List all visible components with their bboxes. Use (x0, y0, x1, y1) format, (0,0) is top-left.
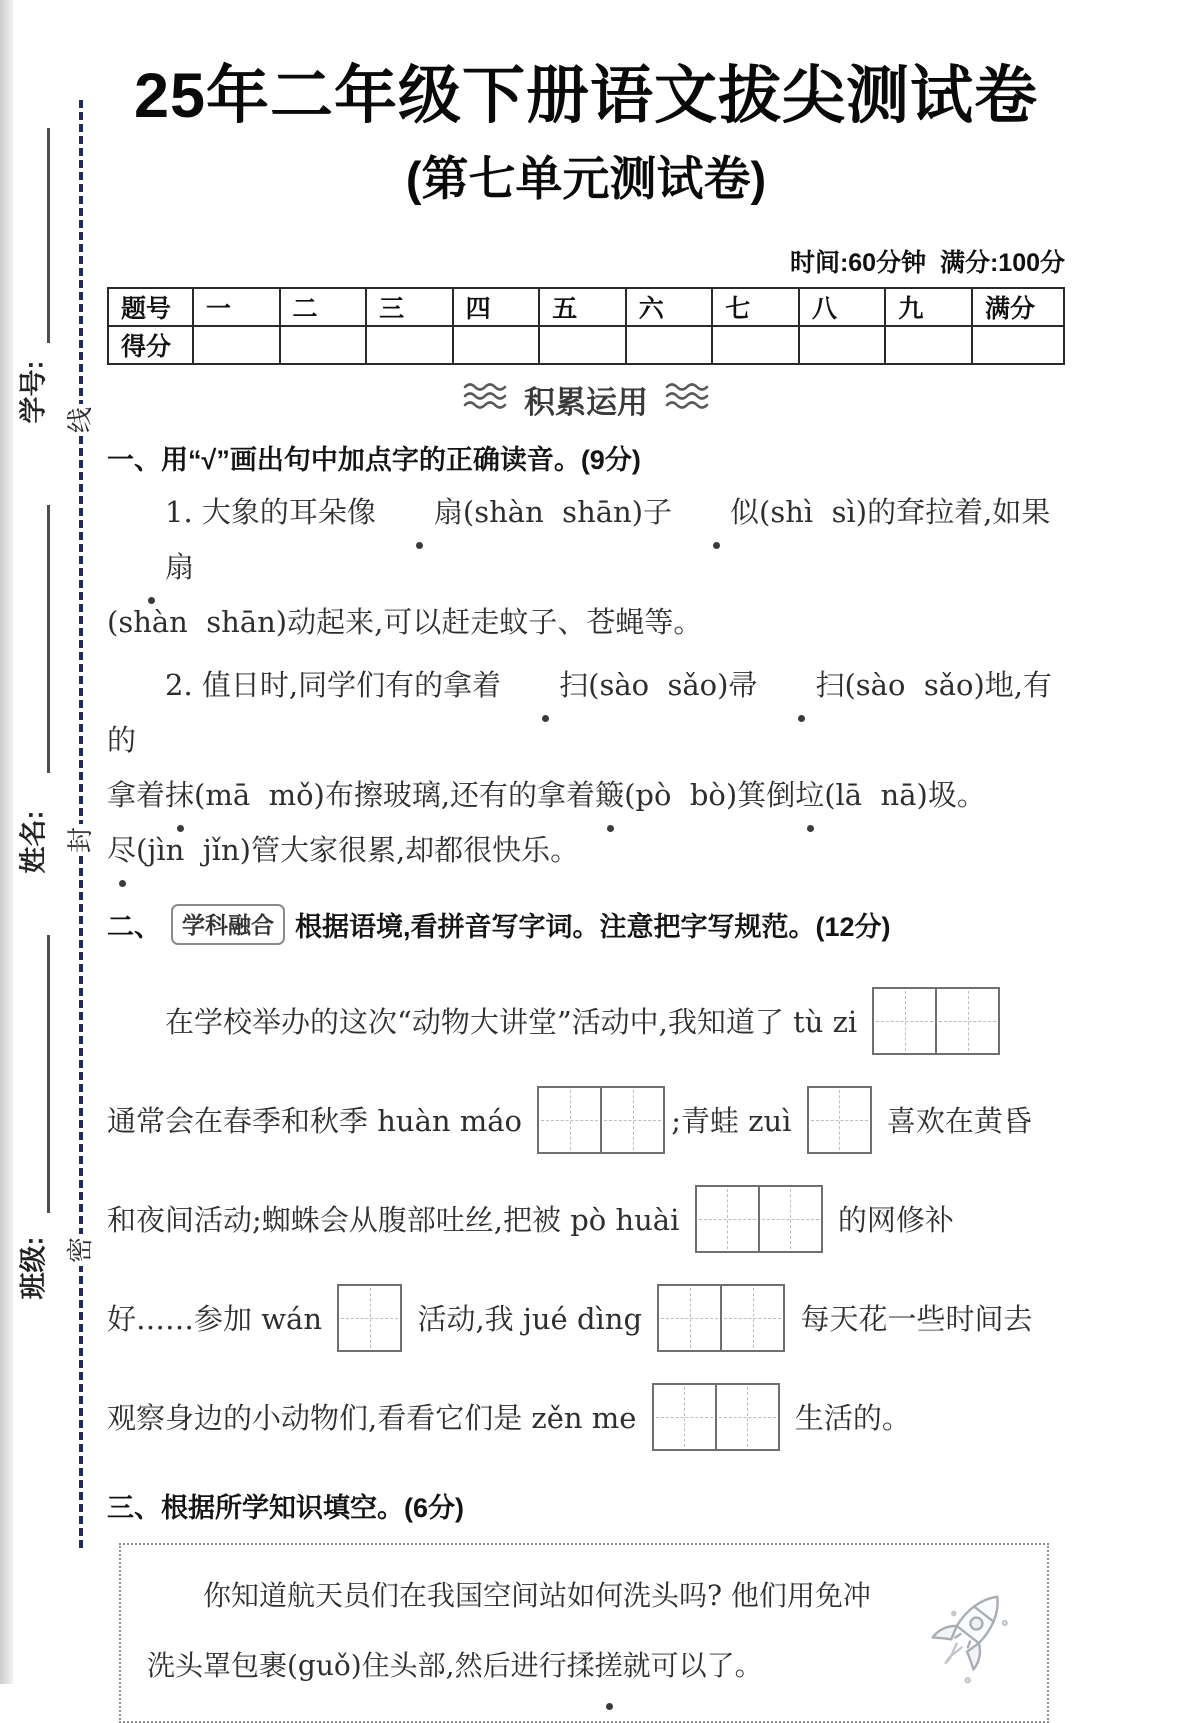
name-label: 姓名: (18, 810, 49, 874)
text-run: 1. 大象的耳朵像 (165, 495, 376, 530)
dotted-char: 扇 (107, 540, 194, 595)
text-run: 就可以了。 (622, 1649, 763, 1683)
score-table-header-row (108, 288, 1064, 326)
dotted-char: 簸 (595, 768, 624, 823)
writing-grid[interactable] (807, 1086, 872, 1154)
grid-cell[interactable] (659, 1286, 720, 1350)
score-header-cell: 九 (885, 288, 972, 326)
grid-cell[interactable] (758, 1187, 821, 1251)
dotted-char: 扫 (757, 658, 844, 713)
q2-number: 二、 (107, 912, 161, 943)
seal-char-mi: 密 (63, 1234, 97, 1266)
text-run: 2. 值日时,同学们有的拿着 (165, 668, 502, 703)
score-cell[interactable] (453, 326, 540, 364)
exam-info: 时间:60分钟 满分:100分 (789, 249, 1065, 278)
q1-heading: 一、用“√”画出句中加点字的正确读音。(9分) (107, 445, 641, 476)
text-run: (sào sǎo)地,有的 (107, 668, 1053, 758)
dotted-char: 扇 (376, 485, 463, 540)
score-header-cell: 题号 (108, 288, 193, 326)
q1-item-2 (107, 658, 1065, 878)
text-run: (sào sǎo)帚 (588, 668, 758, 703)
grid-cell[interactable] (715, 1385, 778, 1449)
score-cell[interactable] (280, 326, 367, 364)
section-header (107, 377, 1065, 422)
score-header-cell: 六 (626, 288, 713, 326)
dotted-char: 尽 (107, 823, 136, 878)
writing-grid[interactable] (695, 1185, 823, 1253)
text-run: 在学校举办的这次“动物大讲堂”活动中,我知道了 tù zi (107, 1005, 867, 1040)
text-run: (shàn shān)动起来,可以赶走蚊子、苍蝇等。 (107, 605, 703, 640)
q2-line1 (107, 971, 1065, 1070)
text-run: (jìn jǐn)管大家很累,却都很快乐。 (136, 833, 580, 868)
page-title: 25年二年级下册语文拔尖测试卷 (133, 61, 1039, 131)
q3-box-line2 (147, 1631, 917, 1701)
q1-item1-line2 (107, 595, 1065, 650)
text-run: 你知道航天员们在我国空间站如何洗头吗? 他们用免冲 (147, 1579, 871, 1613)
text-run: 喜欢在黄昏 (877, 1104, 1032, 1139)
q3-box-line1 (147, 1561, 917, 1631)
text-run: 的网修补 (828, 1203, 954, 1238)
score-header-cell: 满分 (972, 288, 1064, 326)
score-header-cell: 四 (453, 288, 540, 326)
q2-line4 (107, 1268, 1065, 1367)
q1-item1-line1 (107, 485, 1065, 595)
text-run: (shì sì)的耷拉着,如果 (759, 495, 1051, 530)
grid-cell[interactable] (654, 1385, 715, 1449)
text-run: 观察身边的小动物们,看看它们是 zěn me (107, 1401, 646, 1436)
grid-cell[interactable] (809, 1088, 870, 1152)
q1-item2-line2 (107, 768, 1065, 823)
score-cell[interactable] (626, 326, 713, 364)
score-table-score-row (108, 326, 1064, 364)
student-id-label: 学号: (18, 360, 49, 424)
grid-cell[interactable] (874, 989, 935, 1053)
wave-icon (462, 381, 510, 419)
paper-content (107, 0, 1065, 1723)
writing-grid[interactable] (872, 987, 1000, 1055)
score-cell[interactable] (193, 326, 280, 364)
q2-heading-text: 根据语境,看拼音写字词。注意把字写规范。(12分) (295, 912, 891, 943)
q3-info-box (119, 1543, 1049, 1723)
student-id-blank-line[interactable] (47, 128, 50, 343)
text-run: 拿着 (107, 778, 166, 813)
class-label: 班级: (18, 1236, 49, 1300)
score-row-label: 得分 (108, 326, 193, 364)
score-header-cell: 五 (539, 288, 626, 326)
score-cell[interactable] (972, 326, 1064, 364)
section-title: 积累运用 (524, 385, 648, 421)
text-run: (pò bò)箕倒 (624, 778, 796, 813)
score-cell[interactable] (885, 326, 972, 364)
dotted-char: 搓 (595, 1631, 623, 1701)
q2-heading (107, 904, 1065, 945)
q3-heading: 三、根据所学知识填空。(6分) (107, 1493, 464, 1524)
grid-cell[interactable] (720, 1286, 783, 1350)
score-table (107, 287, 1065, 365)
score-cell[interactable] (799, 326, 886, 364)
grid-cell[interactable] (539, 1088, 600, 1152)
text-run: (mā mǒ)布擦玻璃,还有的拿着 (194, 778, 596, 813)
score-header-cell: 七 (712, 288, 799, 326)
grid-cell[interactable] (600, 1088, 663, 1152)
wave-icon (662, 381, 710, 419)
page-subtitle: (第七单元测试卷) (405, 152, 767, 206)
tag-subject-integration: 学科融合 (171, 904, 285, 945)
dotted-char: 垃 (795, 768, 824, 823)
seal-char-xian: 线 (63, 404, 97, 436)
writing-grid[interactable] (537, 1086, 665, 1154)
text-run: 通常会在春季和秋季 huàn máo (107, 1104, 532, 1139)
grid-cell[interactable] (697, 1187, 758, 1251)
grid-cell[interactable] (339, 1286, 400, 1350)
grid-cell[interactable] (935, 989, 998, 1053)
text-run: 好……参加 wán (107, 1302, 332, 1337)
class-blank-line[interactable] (47, 935, 50, 1213)
dotted-char: 似 (672, 485, 759, 540)
score-header-cell: 二 (280, 288, 367, 326)
text-run: (shàn shān)子 (462, 495, 673, 530)
writing-grid[interactable] (657, 1284, 785, 1352)
score-header-cell: 一 (193, 288, 280, 326)
text-run: (lā nā)圾。 (824, 778, 986, 813)
q2-line2 (107, 1070, 1065, 1169)
score-cell[interactable] (712, 326, 799, 364)
q1-item-1 (107, 485, 1065, 650)
text-run: 每天花一些时间去 (791, 1302, 1033, 1337)
q2-line3 (107, 1169, 1065, 1268)
rocket-icon (910, 1572, 1028, 1695)
text-run: 生活的。 (785, 1401, 911, 1436)
writing-grid[interactable] (652, 1383, 780, 1451)
q1-item2-line3 (107, 823, 1065, 878)
text-run: 和夜间活动;蜘蛛会从腹部吐丝,把被 pò huài (107, 1203, 689, 1238)
dotted-char: 扫 (501, 658, 588, 713)
seal-char-feng: 封 (63, 824, 97, 856)
score-cell[interactable] (539, 326, 626, 364)
dotted-char: 抹 (165, 768, 194, 823)
score-header-cell: 三 (366, 288, 453, 326)
score-header-cell: 八 (799, 288, 886, 326)
text-run: 活动,我 jué dìng (408, 1302, 652, 1337)
q2-passage (107, 971, 1065, 1466)
q1-item2-line1 (107, 658, 1065, 768)
q2-line5 (107, 1367, 1065, 1466)
text-run: ;青蛙 zuì (671, 1104, 801, 1139)
score-cell[interactable] (366, 326, 453, 364)
name-blank-line[interactable] (47, 505, 50, 773)
writing-grid[interactable] (337, 1284, 402, 1352)
text-run: 洗头罩包裹(guǒ)住头部,然后进行揉 (147, 1649, 595, 1683)
